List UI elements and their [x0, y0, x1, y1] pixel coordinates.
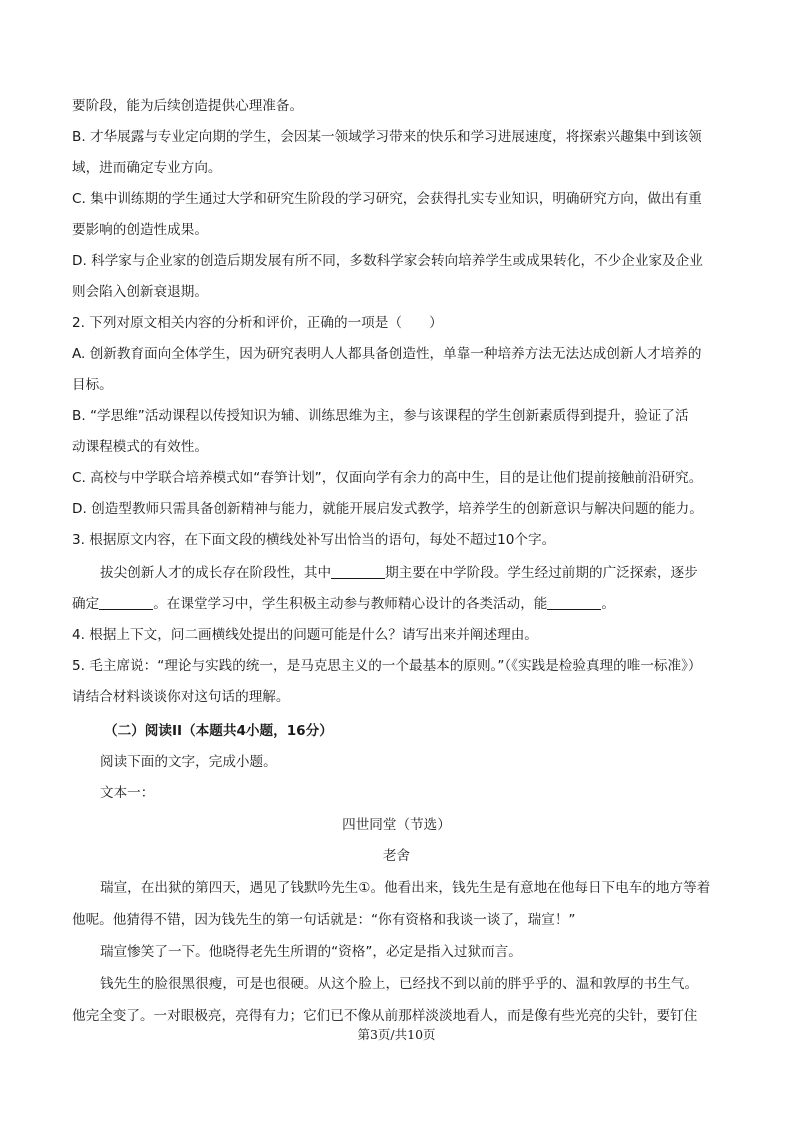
q3-stem: 3. 根据原文内容，在下面文段的横线处补写出恰当的语句，每处不超过10个字。 [72, 532, 556, 548]
q3-blank-3[interactable] [547, 595, 601, 610]
q4-stem: 4. 根据上下文，问二画横线处提出的问题可能是什么？请写出来并阐述理由。 [72, 627, 538, 643]
q3-passage-text: 。 [601, 596, 615, 612]
q3-passage-text: 拔尖创新人才的成长存在阶段性，其中 [100, 565, 332, 581]
q5-stem-line2: 请结合材料谈谈你对这句话的理解。 [72, 689, 290, 705]
q1-option-c-line2: 要影响的创造性成果。 [72, 222, 208, 238]
passage-paragraph-2: 瑞宣惨笑了一下。他晓得老先生所谓的“资格”，必定是指入过狱而言。 [100, 944, 522, 960]
q3-passage-text: 期主要在中学阶段。学生经过前期的广泛探索，逐步 [385, 565, 698, 581]
passage-author: 老舍 [382, 848, 411, 864]
q1-option-d-line2: 则会陷入创新衰退期。 [72, 284, 208, 300]
section-heading: （二）阅读II（本题共4小题，16分） [104, 723, 333, 739]
text-label: 文本一： [100, 785, 155, 801]
q1-option-d-line1: D. 科学家与企业家的创造后期发展有所不同，多数科学家会转向培养学生或成果转化，不少企业家及企业 [72, 253, 703, 269]
q3-passage-text: 。在课堂学习中，学生积极主动参与教师精心设计的各类活动，能 [153, 596, 548, 612]
q5-stem-line1: 5. 毛主席说：“理论与实践的统一，是马克思主义的一个最基本的原则。”（《实践是检验真理的唯一标准》） [72, 658, 702, 674]
q2-option-a-line1: A. 创新教育面向全体学生，因为研究表明人人都具备创造性，单靠一种培养方法无法达成创新人才培养的 [72, 346, 702, 362]
q3-passage-line1 [100, 563, 732, 583]
passage-paragraph-3-line2: 他完全变了。一对眼极亮，亮得有力；它们已不像从前那样淡淡地看人，而是像有些光亮的尖针，要钉住 [72, 1008, 698, 1024]
q3-blank-1[interactable] [331, 564, 385, 579]
q2-stem: 2. 下列对原文相关内容的分析和评价，正确的一项是（ ） [72, 315, 443, 331]
passage-paragraph-3-line1: 钱先生的脸很黑很瘦，可是也很硬。从这个脸上，已经找不到以前的胖乎乎的、温和敦厚的书生气。 [100, 976, 699, 992]
q2-option-a-line2: 目标。 [72, 377, 113, 393]
q1-option-b-line1: B. 才华展露与专业定向期的学生，会因某一领域学习带来的快乐和学习进展速度，将探索兴趣集中到该领 [72, 129, 702, 145]
q1-option-b-line2: 域，进而确定专业方向。 [72, 160, 222, 176]
passage-paragraph-1-line2: 他呢。他猜得不错，因为钱先生的第一句话就是：“你有资格和我谈一谈了，瑞宣！” [72, 912, 576, 928]
page-footer: 第3页/共10页 [357, 1027, 436, 1042]
passage-paragraph-1-line1: 瑞宣，在出狱的第四天，遇见了钱默吟先生①。他看出来，钱先生是有意地在他每日下电车的地方等着 [100, 880, 711, 896]
q3-blank-2[interactable] [99, 595, 153, 610]
section-instruction: 阅读下面的文字，完成小题。 [100, 754, 277, 770]
q2-option-b-line1: B. “学思维”活动课程以传授知识为辅、训练思维为主，参与该课程的学生创新素质得到提升，验证了活 [72, 408, 689, 424]
q2-option-d: D. 创造型教师只需具备创新精神与能力，就能开展启发式教学，培养学生的创新意识与解决问题的能力。 [72, 501, 703, 517]
q3-passage-text: 确定 [72, 596, 100, 612]
q3-passage-line2 [72, 594, 732, 614]
passage-title: 四世同堂（节选） [342, 817, 451, 833]
q1-option-a-continuation: 要阶段，能为后续创造提供心理准备。 [72, 98, 304, 114]
q1-option-c-line1: C. 集中训练期的学生通过大学和研究生阶段的学习研究，会获得扎实专业知识，明确研究方向，做出有重 [72, 191, 702, 207]
q2-option-c: C. 高校与中学联合培养模式如“春笋计划”，仅面向学有余力的高中生，目的是让他们提前接触前沿研究。 [72, 470, 703, 486]
q2-option-b-line2: 动课程模式的有效性。 [72, 439, 208, 455]
